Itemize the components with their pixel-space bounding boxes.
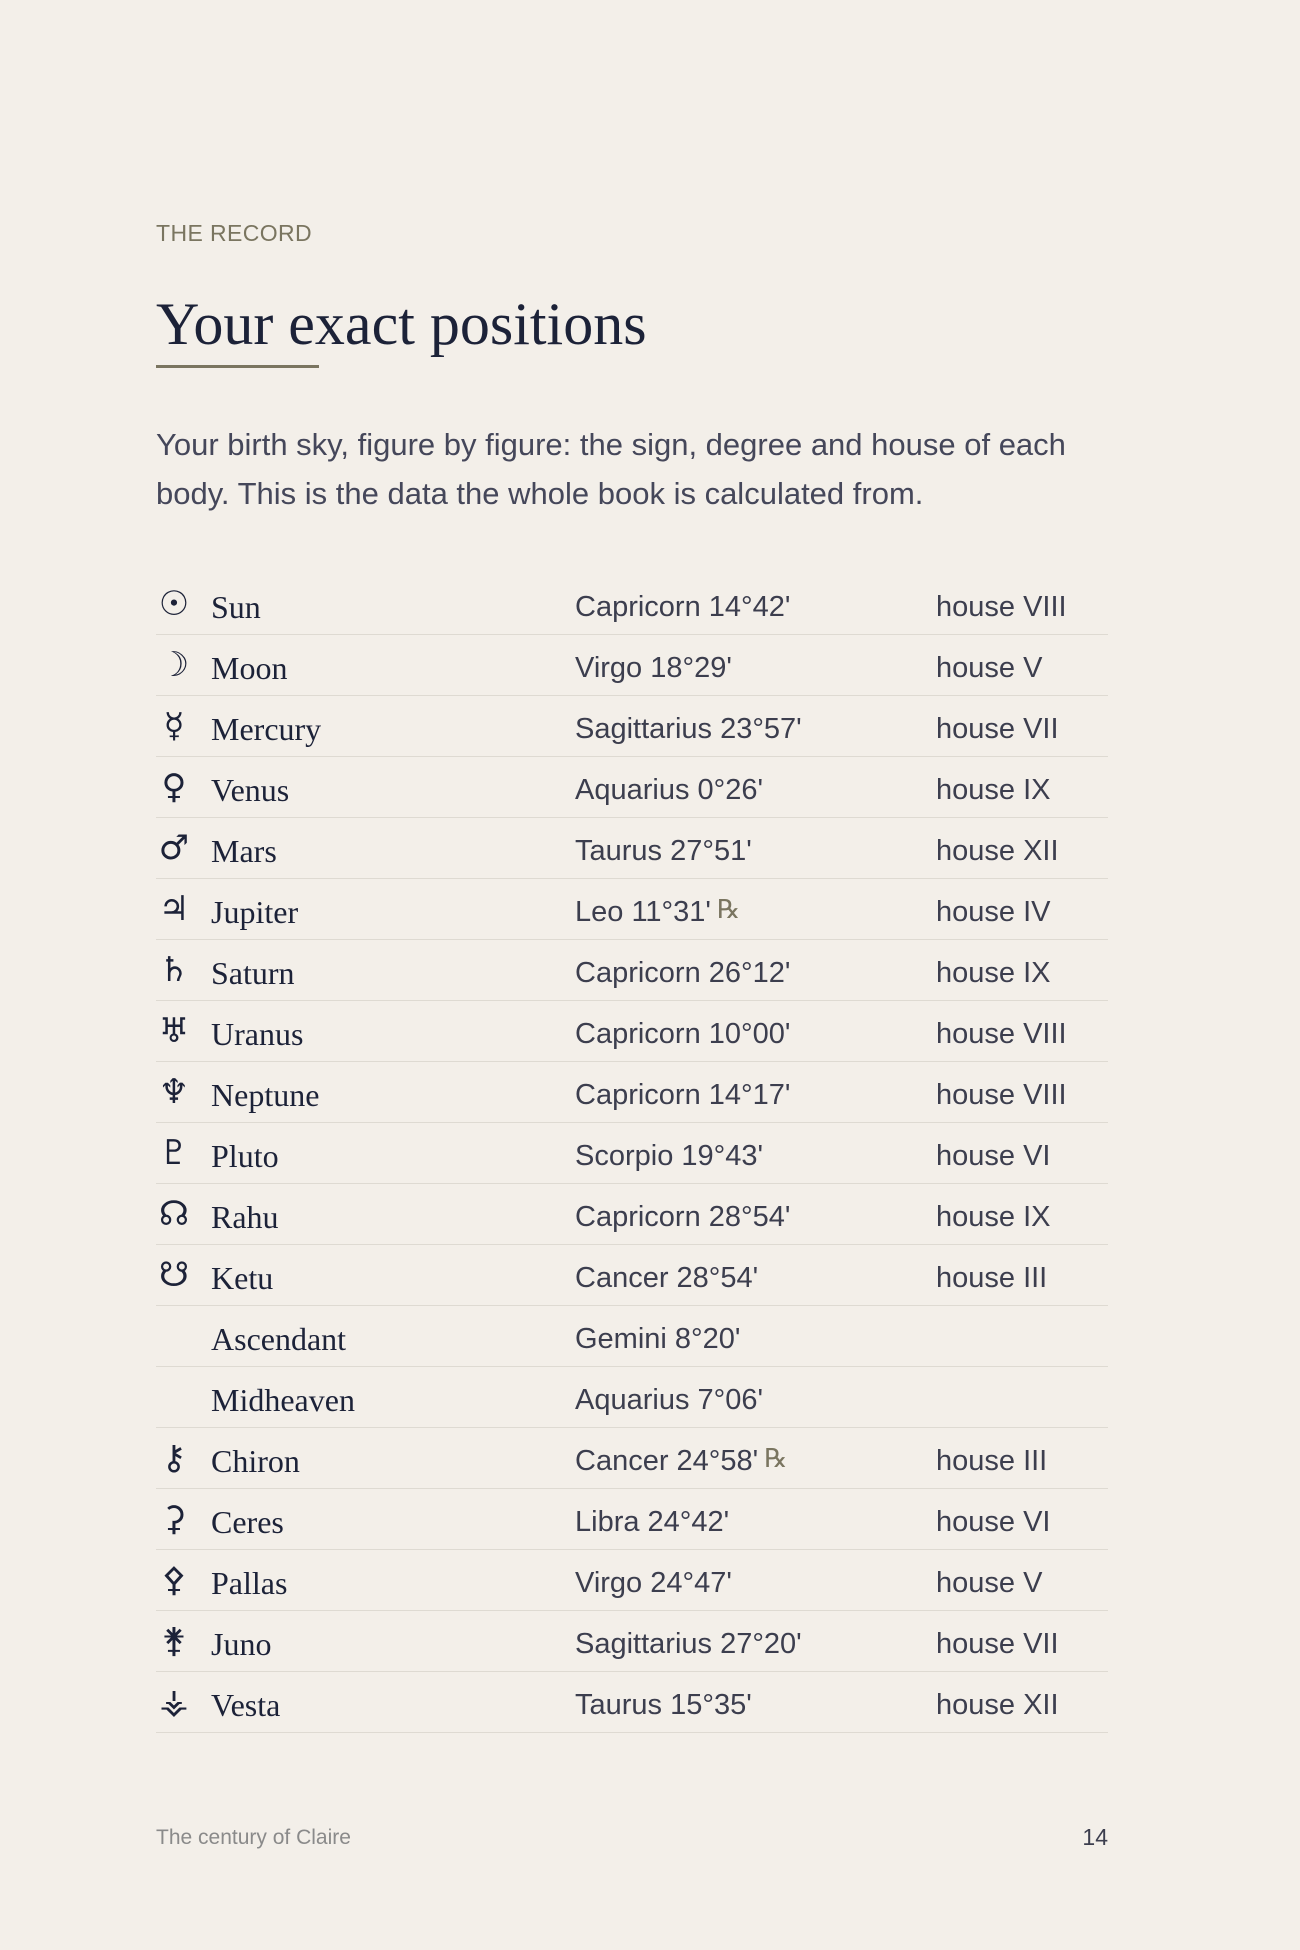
position-text: Aquarius 0°26'	[575, 774, 764, 806]
table-row	[156, 1002, 1108, 1062]
mercury-icon: ☿	[163, 706, 185, 746]
body-house: house IX	[936, 1201, 1051, 1233]
body-position	[575, 1074, 790, 1116]
table-row	[156, 1673, 1108, 1733]
sun-icon: ☉	[158, 584, 190, 624]
body-name: Vesta	[211, 1687, 281, 1723]
body-position	[575, 1440, 788, 1483]
south-node-icon: ☋	[158, 1255, 190, 1295]
position-text: Aquarius 7°06'	[575, 1384, 764, 1416]
glyph-placeholder	[156, 1315, 192, 1357]
body-house: house VIII	[936, 1079, 1067, 1111]
vesta-icon: ⚶	[159, 1682, 189, 1722]
body-name: Juno	[211, 1626, 272, 1662]
position-text: Virgo 18°29'	[575, 652, 732, 684]
body-name: Chiron	[211, 1443, 300, 1479]
chiron-icon: ⚷	[161, 1438, 187, 1478]
body-position	[575, 1196, 790, 1238]
body-position	[575, 1257, 758, 1299]
table-row	[156, 575, 1108, 635]
positions-table	[156, 575, 1108, 1734]
body-name: Neptune	[211, 1077, 320, 1113]
body-position	[575, 586, 790, 628]
retrograde-icon: ℞	[764, 1444, 788, 1474]
body-name: Jupiter	[211, 894, 299, 930]
position-text: Leo 11°31'	[575, 896, 711, 928]
table-row	[156, 1368, 1108, 1428]
body-position	[575, 1379, 763, 1421]
table-row	[156, 697, 1108, 757]
body-house: house III	[936, 1262, 1048, 1294]
north-node-icon: ☊	[158, 1194, 190, 1234]
intro-paragraph: Your birth sky, figure by figure: the sign, degree and house of each body. This is the data the whole book is calculated from.	[156, 427, 1066, 511]
position-text: Scorpio 19°43'	[575, 1140, 764, 1172]
position-text: Capricorn 10°00'	[575, 1018, 791, 1050]
position-text: Taurus 15°35'	[575, 1689, 752, 1721]
body-position	[575, 1684, 752, 1726]
page-title: Your exact positions	[156, 291, 647, 357]
body-name: Mercury	[211, 711, 322, 747]
mars-icon: ♂	[158, 828, 190, 868]
body-house: house V	[936, 652, 1043, 684]
ceres-icon: ⚳	[161, 1499, 187, 1539]
jupiter-icon: ♃	[158, 889, 190, 929]
body-house: house VIII	[936, 1018, 1067, 1050]
juno-icon: ⚵	[161, 1621, 187, 1661]
body-position	[575, 1562, 732, 1604]
body-house: house XII	[936, 1689, 1059, 1721]
body-position	[575, 891, 740, 934]
position-text: Capricorn 28°54'	[575, 1201, 791, 1233]
body-position	[575, 647, 732, 689]
body-house: house VIII	[936, 591, 1067, 623]
body-name: Ketu	[211, 1260, 274, 1296]
position-text: Libra 24°42'	[575, 1506, 730, 1538]
body-house: house XII	[936, 835, 1059, 867]
uranus-icon: ♅	[158, 1011, 190, 1051]
body-name: Pluto	[211, 1138, 279, 1174]
position-text: Capricorn 14°42'	[575, 591, 791, 623]
body-position	[575, 1318, 740, 1360]
body-house: house VII	[936, 1628, 1059, 1660]
pluto-icon: ♇	[158, 1133, 190, 1173]
table-row	[156, 1307, 1108, 1367]
body-position	[575, 1623, 802, 1665]
body-position	[575, 1013, 790, 1055]
table-row	[156, 880, 1108, 940]
body-name: Venus	[211, 772, 290, 808]
table-row	[156, 758, 1108, 818]
position-text: Capricorn 14°17'	[575, 1079, 791, 1111]
moon-icon: ☽	[158, 645, 190, 685]
body-position	[575, 769, 763, 811]
body-position	[575, 1135, 763, 1177]
body-name: Ceres	[211, 1504, 284, 1540]
body-name: Ascendant	[211, 1321, 347, 1357]
body-house: house IV	[936, 896, 1051, 928]
table-row	[156, 1124, 1108, 1184]
book-page	[156, 0, 1108, 1950]
glyph-placeholder	[156, 1376, 192, 1418]
body-position	[575, 830, 752, 872]
body-name: Saturn	[211, 955, 295, 991]
body-house: house III	[936, 1445, 1048, 1477]
footer-page-number: 14	[1082, 1824, 1108, 1850]
position-text: Cancer 24°58'	[575, 1445, 759, 1477]
body-house: house VII	[936, 713, 1059, 745]
body-name: Pallas	[211, 1565, 288, 1601]
table-row	[156, 1490, 1108, 1550]
table-row	[156, 636, 1108, 696]
saturn-icon: ♄	[158, 950, 190, 990]
table-row	[156, 1429, 1108, 1489]
position-text: Capricorn 26°12'	[575, 957, 791, 989]
title-underline	[156, 365, 319, 368]
position-text: Gemini 8°20'	[575, 1323, 741, 1355]
position-text: Sagittarius 27°20'	[575, 1628, 802, 1660]
section-eyebrow: THE RECORD	[156, 220, 313, 246]
body-house: house VI	[936, 1506, 1051, 1538]
footer-book-title: The century of Claire	[156, 1826, 351, 1849]
table-row	[156, 941, 1108, 1001]
body-house: house VI	[936, 1140, 1051, 1172]
position-text: Taurus 27°51'	[575, 835, 752, 867]
body-name: Moon	[211, 650, 288, 686]
body-position	[575, 952, 790, 994]
venus-icon: ♀	[161, 767, 187, 807]
neptune-icon: ♆	[158, 1072, 190, 1112]
position-text: Cancer 28°54'	[575, 1262, 759, 1294]
body-position	[575, 708, 802, 750]
body-name: Mars	[211, 833, 277, 869]
retrograde-icon: ℞	[716, 895, 741, 925]
body-name: Midheaven	[211, 1382, 355, 1418]
pallas-icon: ⚴	[161, 1560, 187, 1600]
table-row	[156, 1246, 1108, 1306]
body-house: house IX	[936, 774, 1051, 806]
table-row	[156, 1185, 1108, 1245]
body-position	[575, 1501, 729, 1543]
table-row	[156, 819, 1108, 879]
table-row	[156, 1612, 1108, 1672]
body-name: Uranus	[211, 1016, 304, 1052]
body-name: Sun	[211, 589, 261, 625]
body-name: Rahu	[211, 1199, 279, 1235]
table-row	[156, 1551, 1108, 1611]
body-house: house V	[936, 1567, 1043, 1599]
body-house: house IX	[936, 957, 1051, 989]
position-text: Virgo 24°47'	[575, 1567, 732, 1599]
table-row	[156, 1063, 1108, 1123]
position-text: Sagittarius 23°57'	[575, 713, 802, 745]
